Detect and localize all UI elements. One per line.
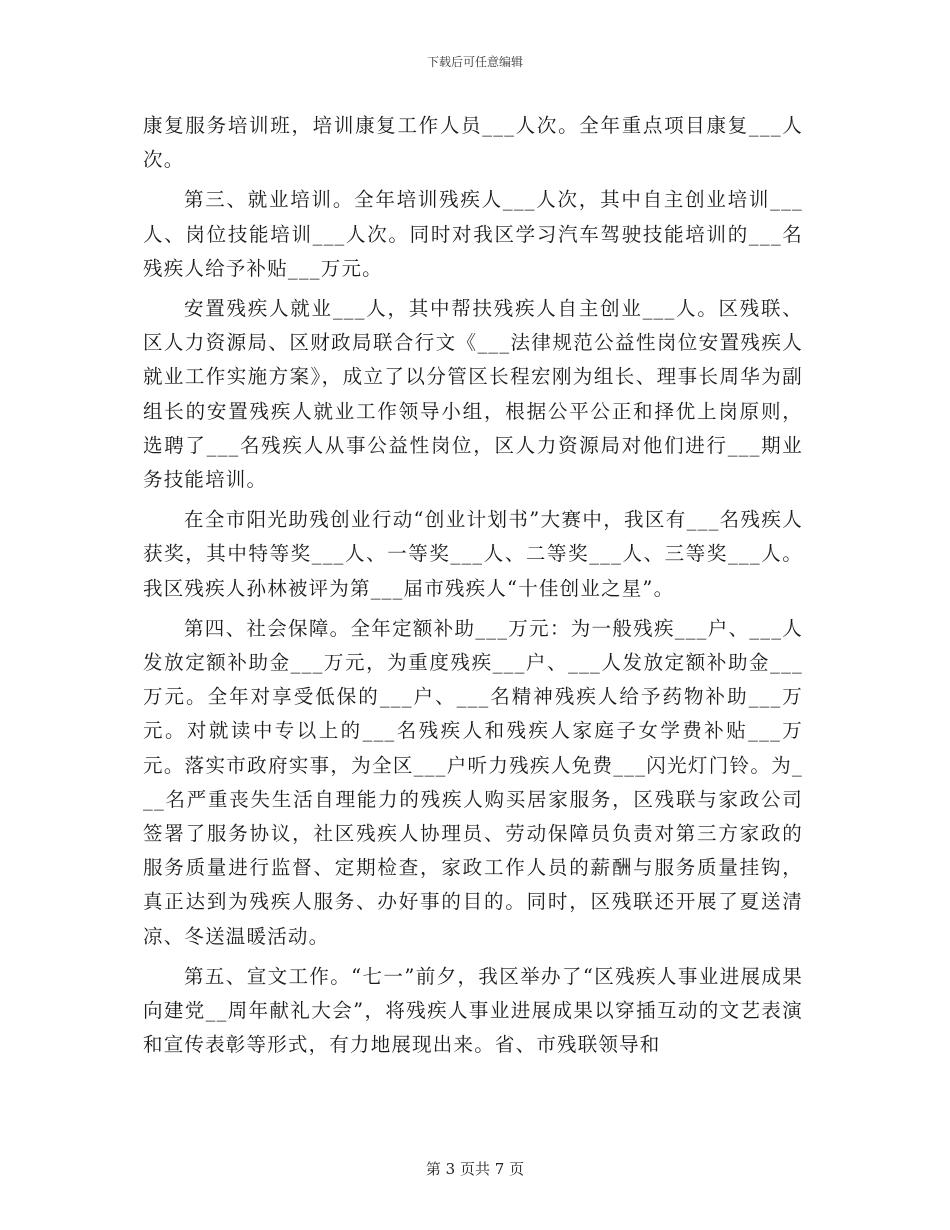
paragraph-2: 第三、就业培训。全年培训残疾人___人次，其中自主创业培训___人、岗位技能培训___人次。同时对我区学习汽车驾驶技能培训的___名残疾人给予补贴___万元。 (143, 188, 803, 280)
paragraph-3: 安置残疾人就业___人，其中帮扶残疾人自主创业___人。区残联、区人力资源局、区财政局联合行文《___法律规范公益性岗位安置残疾人就业工作实施方案》，成立了以分管区长程宏刚为组长、理事长周华为副组长的安置残疾人就业工作领导小组，根据公平公正和择优上岗原则，选聘了___名残疾人从事公益性岗位，区人力资源局对他们进行___期业务技能培训。 (143, 297, 803, 492)
paragraph-1: 康复服务培训班，培训康复工作人员___人次。全年重点项目康复___人次。 (143, 114, 803, 172)
page-header: 下载后可任意编辑 (426, 55, 523, 69)
page-number: 第 3 页共 7 页 (425, 1160, 525, 1178)
document-body (143, 109, 803, 1068)
paragraph-5: 第四、社会保障。全年定额补助___万元：为一般残疾___户、___人发放定额补助金___万元，为重度残疾___户、___人发放定额补助金___万元。全年对享受低保的___户、___名精神残疾人给予药物补助___万元。对就读中专以上的___名残疾人和残疾人家庭子女学费补贴___万元。落实市政府实事，为全区___户听力残疾人免费___闪光灯门铃。为___名严重丧失生活自理能力的残疾人购买居家服务，区残联与家政公司签署了服务协议，社区残疾人协理员、劳动保障员负责对第三方家政的服务质量进行监督、定期检查，家政工作人员的薪酬与服务质量挂钩，真正达到为残疾人服务、办好事的目的。同时，区残联还开展了夏送清凉、冬送温暖活动。 (143, 616, 803, 948)
paragraph-4: 在全市阳光助残创业行动“创业计划书”大赛中，我区有___名残疾人获奖，其中特等奖___人、一等奖___人、二等奖___人、三等奖___人。我区残疾人孙林被评为第___届市残疾人“十佳创业之星”。 (143, 508, 803, 600)
paragraph-6: 第五、宣文工作。“七一”前夕，我区举办了“区残疾人事业进展成果向建党__周年献礼大会”，将残疾人事业进展成果以穿插互动的文艺表演和宣传表彰等形式，有力地展现出来。省、市残联领导和 (143, 964, 803, 1057)
